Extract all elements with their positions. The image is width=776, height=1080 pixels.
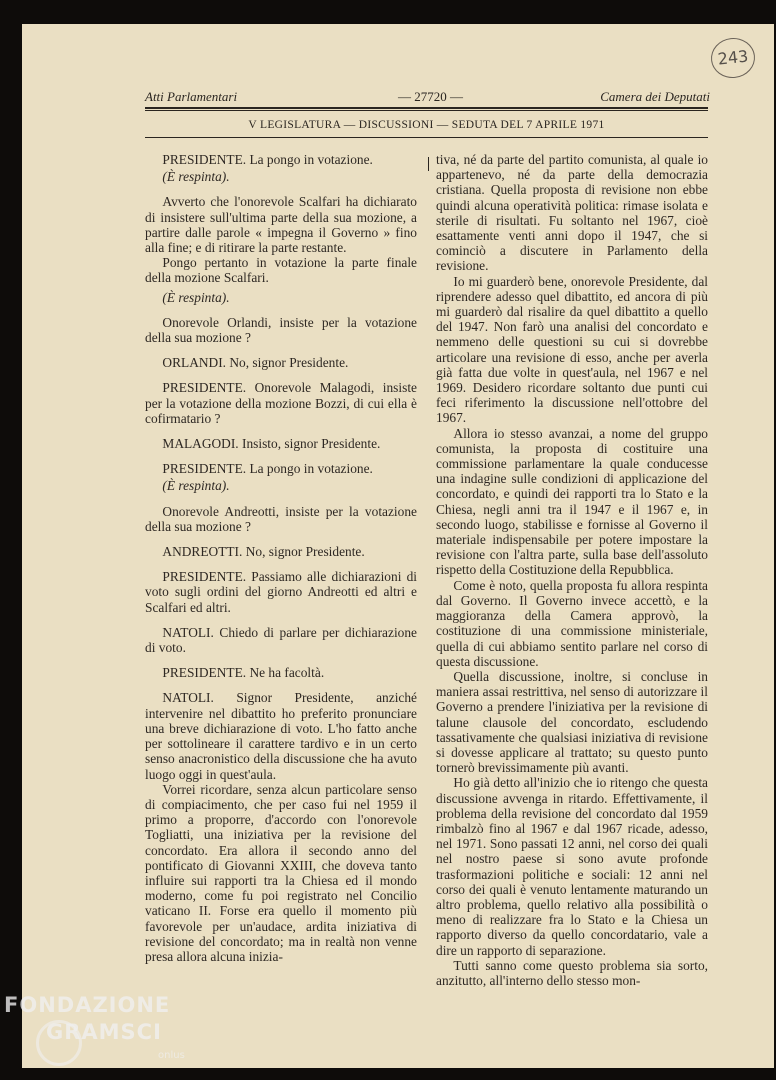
left-column [145,152,417,964]
paragraph: PRESIDENTE. La pongo in votazione. [162,461,373,477]
paragraph: PRESIDENTE. Ne ha facoltà. [162,665,325,681]
watermark-line: GRAMSCI [46,1020,162,1044]
paragraph: Avverto che l'onorevole Scalfari ha dichiarato di insistere sull'ultima parte della sua mozione, a partire dalle parole « impegna il Governo » fino alla fine; e di ritirare la parte restante. [145,194,417,256]
paragraph: Io mi guarderò bene, onorevole Presidente, dal riprendere adesso quel dibattito, ed ancora di più mi guarderò dal risalire da quel dibattito a quello del 1947. Non farò una analisi del concordato e nemmeno delle questioni su cui si dovrebbe articolare una revisione di esso, anche per averla già fatta due volte in quest'aula, nel 1967 e nel 1969. Desidero ricordare soltanto due punti cui feci riferimento la discussione nell'ottobre del 1967. [436,273,708,426]
paragraph: (È respinta). [162,478,230,494]
paragraph: Pongo pertanto in votazione la parte finale della mozione Scalfari. [145,255,417,286]
header-left: Atti Parlamentari [145,89,238,104]
watermark [4,992,170,1046]
paragraph: Allora io stesso avanzai, a nome del gruppo comunista, la proposta di costituire una commissione parlamentare la quale conducesse una indagine sulle condizioni di applicazione del concordato, e quindi dei rapporti tra lo Stato e la Chiesa, negli anni tra il 1947 e il 1967 e, in secondo luogo, stabilisse e fornisse al Governo il materiale indispensabile per potere impostare la revisione con l'altra parte, sulla base dell'assoluto rispetto della Costituzione della Repubblica. [436,425,708,578]
subheader-rule [145,137,708,138]
watermark-line: FONDAZIONE [4,993,171,1017]
paragraph: ANDREOTTI. No, signor Presidente. [162,544,365,560]
column-divider [428,157,429,171]
paragraph: Onorevole Orlandi, insiste per la votazione della sua mozione ? [145,314,417,346]
header-rule-double [145,110,708,111]
right-column [436,152,708,988]
paragraph: Come è noto, quella proposta fu allora respinta dal Governo. Il Governo invece accettò, e la maggioranza della Camera approvò, la costituzione di una commissione ministeriale, quella di cui abbiamo sentito parlare nel corso di questa discussione. [436,577,708,669]
paragraph: (È respinta). [162,289,230,305]
header-rule [145,107,708,109]
watermark-onlus: onlus [158,1050,185,1061]
paragraph: NATOLI. Signor Presidente, anziché intervenire nel dibattito ho preferito pronunciare una breve dichiarazione di voto. L'ho fatto anche per sottolineare il carattere tardivo e in un certo senso anacronistico della discussione che ha avuto luogo oggi in quest'aula. [145,690,417,782]
paragraph: PRESIDENTE. Onorevole Malagodi, insiste per la votazione della mozione Bozzi, di cui ella è cofirmatario ? [145,380,417,426]
paragraph: MALAGODI. Insisto, signor Presidente. [162,436,381,452]
header-page-number: — 27720 — [398,89,463,104]
paragraph: PRESIDENTE. La pongo in votazione. [162,152,373,167]
paragraph: Quella discussione, inoltre, si concluse in maniera assai restrittiva, nel senso di autorizzare il Governo a prendere l'iniziativa per la revisione di talune clausole del concordato, escludendo tassativamente che qualsiasi iniziativa di revisione si dovesse applicare al trattato; su questo punto tornerò brevissimamente più avanti. [436,668,708,776]
paragraph: Onorevole Andreotti, insiste per la votazione della sua mozione ? [145,503,417,534]
paragraph: NATOLI. Chiedo di parlare per dichiarazione di voto. [145,624,417,656]
paragraph: Ho già detto all'inizio che io ritengo che questa discussione avvenga in ritardo. Effettivamente, il problema della revisione del concordato dal 1959 rimbalzò fino al 1967 e dal 1967 ricade, adesso, nel 1971. Sono passati 12 anni, nel corso dei quali nel nostro paese si sono avute profonde trasformazioni politiche e sociali: 12 anni nel corso dei quali è venuto lentamente maturando un altro problema, quello relativo alla possibilità o meno di realizzare fra lo Stato e la Chiesa un rapporto diverso da quello concordatario, vale a dire un rapporto di separazione. [436,775,708,958]
paragraph: Vorrei ricordare, senza alcun particolare senso di compiacimento, che per caso fui nel 1959 il primo a proporre, d'accordo con l'onorevole Togliatti, una iniziativa per la revisione del concordato. Era allora il secondo anno del pontificato di Giovanni XXIII, che doveva tanto influire sui rapporti tra la Chiesa ed il mondo moderno, come fu poi registrato nel Concilio vaticano II. Forse era quello il momento più favorevole per un'audace, ardita iniziativa di revisione del concordato; ma in realtà non venne presa allora alcuna inizia- [145,781,417,964]
session-subheader: V LEGISLATURA — DISCUSSIONI — SEDUTA DEL 7 APRILE 1971 [248,119,605,131]
paragraph: (È respinta). [162,169,230,185]
header-right: Camera dei Deputati [600,89,710,104]
paragraph: Tutti sanno come questo problema sia sorto, anzitutto, all'interno dello stesso mon- [436,957,708,988]
paragraph: ORLANDI. No, signor Presidente. [162,355,349,371]
paragraph: PRESIDENTE. Passiamo alle dichiarazioni di voto sugli ordini del giorno Andreotti ed altri e Scalfari ed altri. [145,569,417,615]
handwritten-page-number: 243 [709,36,757,80]
paragraph: tiva, né da parte del partito comunista, al quale io appartenevo, né da parte della democrazia cristiana. Quella proposta di revisione non ebbe quindi alcuna operatività politica: rimase isolata e sterile di risultati. Fu soltanto nel 1967, cioè esattamente venti anni dopo il 1947, che si cominciò a discutere in Parlamento della revisione. [436,152,708,274]
